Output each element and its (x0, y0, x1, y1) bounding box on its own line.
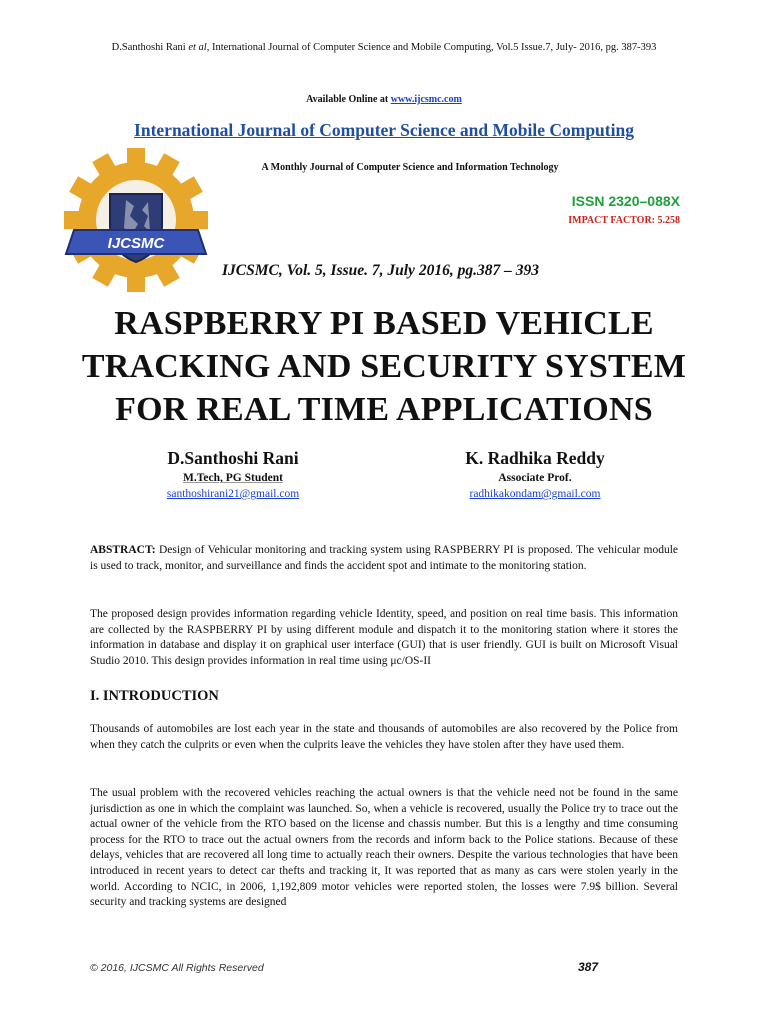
paper-title-line: FOR REAL TIME APPLICATIONS (115, 391, 653, 428)
page-number: 387 (578, 960, 599, 974)
author-name: D.Santhoshi Rani (167, 448, 299, 468)
abstract-paragraph (90, 543, 678, 574)
journal-subtitle: A Monthly Journal of Computer Science and Information Technology (261, 162, 559, 173)
body-paragraph: The usual problem with the recovered vehicles reaching the actual owners is that the vehicle need not be found in the same jurisdiction as one in which the complaint was launched. So, when a vehicle is recovered, usually the Police try to trace out the actual owner of the vehicle from the RTO based on the license and chassis number. But this is a lengthy and time consuming process for the RTO to trace out the actual owners from the records and inform back to the Police stations. Because of these delays, vehicles that are recovered all long time to actually reach their owners. Despite the various technologies that have been introduced in recent years to detect car thefts and tracking it, It was reported that as many as cars were stolen yearly in the world. According to NCIC, in 2006, 1,192,809 motor vehicles were reported stolen, the losses were 7.9$ billion. Several security and tracking systems are designed (90, 787, 678, 909)
journal-website-link[interactable]: www.ijcsmc.com (390, 94, 462, 105)
author-name: K. Radhika Reddy (465, 448, 605, 468)
header-author: D.Santhoshi Rani (111, 42, 189, 53)
available-label: Available Online at (306, 94, 391, 105)
body-paragraph: Thousands of automobiles are lost each year in the state and thousands of automobiles are also recovered by the Police from when they catch the culprits or even when the culprits leave the vehicles they have stolen after they have used them. (90, 723, 678, 751)
header-citation: , International Journal of Computer Science and Mobile Computing, Vol.5 Issue.7, July- 2016, pg. 387-393 (206, 42, 657, 53)
running-header (0, 42, 768, 53)
author-email-link[interactable]: santhoshirani21@gmail.com (166, 488, 300, 500)
issn: ISSN 2320–088X (571, 193, 680, 209)
logo-text: IJCSMC (107, 235, 165, 252)
paper-title-line: TRACKING AND SECURITY SYSTEM (81, 348, 687, 385)
abstract-label: ABSTRACT: (90, 544, 156, 556)
available-online (0, 94, 768, 105)
header-etal: et al (188, 42, 207, 53)
author-block-1 (108, 446, 358, 502)
section-heading: I. INTRODUCTION (90, 688, 219, 704)
impact-factor: IMPACT FACTOR: 5.258 (568, 215, 680, 226)
journal-logo (64, 148, 208, 292)
abstract-paragraph-2: The proposed design provides information regarding vehicle Identity, speed, and position on real time basis. This information are collected by the RASPBERRY PI by using different module and dispatch it to the monitoring station where it stores the information in database and display it on graphical user interface (GUI) that is user friendly. GUI is built on Microsoft Visual Studio 2010. This design provides information in real time using μc/OS-II (90, 608, 678, 667)
author-block-2 (410, 446, 660, 502)
paper-title-line: RASPBERRY PI BASED VEHICLE (114, 305, 654, 342)
footer-copyright: © 2016, IJCSMC All Rights Reserved (90, 962, 264, 974)
author-role: Associate Prof. (498, 472, 572, 484)
journal-title: International Journal of Computer Science and Mobile Computing (134, 120, 634, 140)
author-role: M.Tech, PG Student (183, 472, 283, 484)
issue-line: IJCSMC, Vol. 5, Issue. 7, July 2016, pg.387 – 393 (222, 262, 539, 279)
paper-title (0, 302, 768, 431)
abstract-text: Design of Vehicular monitoring and tracking system using RASPBERRY PI is proposed. The vehicular module is used to track, monitor, and surveillance and finds the accident spot and intimate to the monitoring station. (90, 544, 678, 572)
author-email-link[interactable]: radhikakondam@gmail.com (469, 488, 601, 500)
